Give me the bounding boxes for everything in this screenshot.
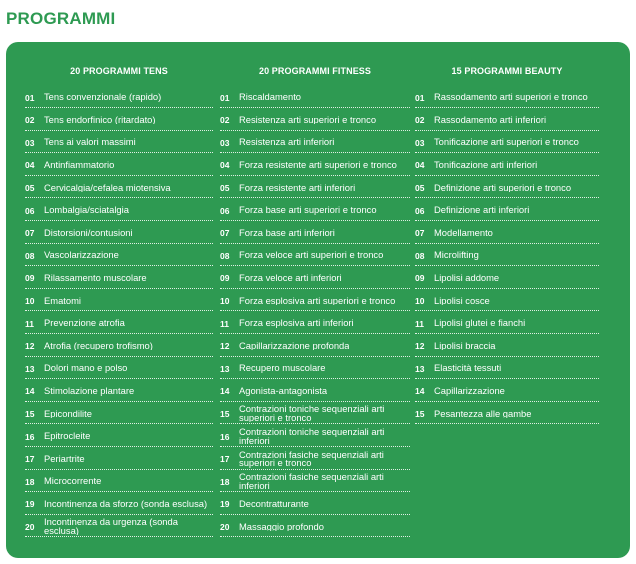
program-number: 10 [415,295,425,306]
program-label: Forza veloce arti superiori e tronco [239,251,384,260]
program-row [415,88,599,108]
program-row [220,472,410,492]
program-number: 11 [220,318,229,329]
program-label: Epitrocleite [44,432,91,441]
program-label: Microlifting [434,251,479,260]
program-label: Tens convenzionale (rapido) [44,93,162,102]
program-number: 15 [220,408,230,419]
program-label: Microcorrente [44,477,102,486]
program-number: 20 [25,521,35,532]
program-label: Antinfiammatorio [44,161,115,170]
program-label: Rilassamento muscolare [44,274,147,283]
program-number: 01 [415,92,425,103]
program-label: Forza veloce arti inferiori [239,274,342,283]
program-number: 14 [415,386,425,397]
program-number: 16 [25,431,35,442]
program-label: Contrazioni fasiche sequenziali arti superiori e tronco [239,450,384,468]
program-label: Massaggio profondo [239,522,324,532]
program-row [25,450,213,470]
program-row [220,427,410,447]
program-number: 12 [25,341,35,352]
program-row [220,156,410,176]
program-row [25,472,213,492]
program-row [25,156,213,176]
program-number: 10 [25,295,35,306]
program-label: Periartrite [44,454,85,464]
program-row [415,246,599,266]
program-number: 07 [220,228,230,239]
program-row [220,382,410,402]
program-row [25,495,213,515]
program-label: Decontratturante [239,500,309,509]
program-row [220,359,410,379]
program-number: 20 [220,521,230,532]
program-number: 15 [415,408,425,419]
column-header: 20 PROGRAMMI FITNESS [258,66,371,76]
program-label: Tonificazione arti inferiori [434,161,538,170]
program-row [220,246,410,266]
program-row [25,269,213,289]
program-row [25,111,213,131]
program-number: 13 [220,363,230,374]
program-label: Cervicalgia/cefalea miotensiva [44,183,171,193]
program-number: 05 [25,182,35,193]
program-row [415,201,599,221]
column-header: 20 PROGRAMMI TENS [70,66,168,76]
program-row [25,359,213,379]
program-number: 11 [415,318,424,329]
column-fitness [220,64,410,532]
program-number: 08 [220,250,230,261]
program-number: 04 [25,160,35,171]
program-label: Forza base arti inferiori [239,228,335,238]
program-number: 02 [415,115,425,126]
program-label: Capillarizzazione profonda [239,341,350,351]
program-number: 19 [220,499,230,510]
program-number: 04 [220,160,230,171]
program-number: 13 [415,363,425,374]
program-row [25,88,213,108]
program-row [220,314,410,334]
program-label: Prevenzione atrofia [44,319,125,328]
program-number: 03 [415,137,425,148]
program-label: Riscaldamento [239,93,302,102]
program-row [220,495,410,515]
program-number: 03 [220,137,230,148]
program-number: 04 [415,160,425,171]
programs-panel [6,42,630,558]
program-row [25,178,213,198]
program-label: Forza base arti superiori e tronco [239,206,377,215]
program-number: 05 [220,182,230,193]
program-label: Forza esplosiva arti inferiori [239,319,354,328]
program-label: Forza resistente arti superiori e tronco [239,161,397,170]
program-label: Dolori mano e polso [44,364,128,373]
program-row [220,517,410,537]
program-number: 03 [25,137,35,148]
program-row [25,224,213,244]
program-row [25,517,213,537]
program-label: Lipolisi addome [434,274,500,283]
program-row [415,404,599,424]
program-label: Contrazioni fasiche sequenziali arti inferiori [239,473,384,491]
program-row [220,269,410,289]
program-label: Rassodamento arti inferiori [434,115,547,125]
program-row [25,291,213,311]
program-number: 02 [25,115,35,126]
program-label: Lipolisi cosce [434,296,490,306]
program-number: 17 [220,454,230,465]
program-row [25,314,213,334]
program-label: Epicondilite [44,409,92,419]
program-number: 17 [25,454,35,465]
program-row [415,111,599,131]
program-row [25,337,213,357]
program-label: Distorsioni/contusioni [44,228,133,238]
program-row [25,404,213,424]
program-label: Capillarizzazione [434,387,505,396]
program-row [220,133,410,153]
program-label: Resistenza arti inferiori [239,138,335,147]
program-label: Atrofia (recupero trofismo) [44,341,153,351]
program-row [415,156,599,176]
program-row [25,382,213,402]
program-label: Forza resistente arti inferiori [239,183,356,193]
program-label: Contrazioni toniche sequenziali arti superiori e tronco [239,405,385,423]
program-number: 09 [25,273,35,284]
program-number: 05 [415,182,425,193]
program-number: 06 [220,205,230,216]
program-row [415,133,599,153]
program-label: Definizione arti inferiori [434,206,530,215]
program-number: 06 [25,205,35,216]
program-row [220,111,410,131]
program-row [220,450,410,470]
program-label: Modellamento [434,228,493,238]
program-number: 09 [220,273,230,284]
program-number: 07 [25,228,35,239]
program-row [415,382,599,402]
program-label: Rassodamento arti superiori e tronco [434,93,588,102]
column-beauty [415,64,599,419]
program-label: Recupero muscolare [239,364,326,373]
program-label: Vascolarizzazione [44,251,119,260]
program-row [220,201,410,221]
program-number: 02 [220,115,230,126]
program-number: 14 [220,386,230,397]
program-row [220,224,410,244]
program-number: 12 [415,341,425,352]
program-label: Tonificazione arti superiori e tronco [434,138,579,147]
program-row [220,337,410,357]
program-number: 16 [220,431,230,442]
program-row [415,178,599,198]
program-label: Tens endorfinico (ritardato) [44,115,156,125]
program-label: Agonista-antagonista [239,387,328,396]
page-title: PROGRAMMI [6,9,116,28]
program-number: 14 [25,386,35,397]
program-number: 01 [220,92,230,103]
program-number: 06 [415,205,425,216]
program-number: 11 [25,318,34,329]
program-row [415,224,599,244]
program-label: Lipolisi glutei e fianchi [434,319,526,328]
program-label: Tens ai valori massimi [44,138,136,147]
program-label: Ematomi [44,296,81,306]
program-label: Elasticità tessuti [434,364,502,373]
column-tens [25,64,213,536]
program-row [25,246,213,266]
column-header: 15 PROGRAMMI BEAUTY [451,66,563,76]
program-number: 19 [25,499,35,510]
program-label: Stimolazione plantare [44,387,135,396]
program-number: 13 [25,363,35,374]
program-number: 18 [220,476,230,487]
program-row [220,88,410,108]
program-row [415,359,599,379]
program-label: Lipolisi braccia [434,341,496,351]
program-label: Contrazioni toniche sequenziali arti inferiori [239,427,385,446]
program-row [415,291,599,311]
program-row [220,404,410,424]
program-label: Definizione arti superiori e tronco [434,183,572,193]
program-row [25,133,213,153]
program-row [415,337,599,357]
program-number: 09 [415,273,425,284]
program-number: 15 [25,408,35,419]
program-label: Incontinenza da sforzo (sonda esclusa) [44,500,208,509]
program-row [220,291,410,311]
program-number: 18 [25,476,35,487]
program-label: Lombalgia/sciatalgia [44,206,129,215]
program-label: Resistenza arti superiori e tronco [239,115,377,125]
program-row [415,269,599,289]
program-number: 01 [25,92,35,103]
program-row [220,178,410,198]
program-number: 12 [220,341,230,352]
program-number: 10 [220,295,230,306]
program-number: 08 [415,250,425,261]
program-row [25,427,213,447]
program-label: Pesantezza alle gambe [434,409,532,419]
program-label: Forza esplosiva arti superiori e tronco [239,296,396,306]
program-number: 07 [415,228,425,239]
program-row [25,201,213,221]
program-number: 08 [25,250,35,261]
program-label: Incontinenza da urgenza (sonda esclusa) [44,518,178,536]
program-row [415,314,599,334]
